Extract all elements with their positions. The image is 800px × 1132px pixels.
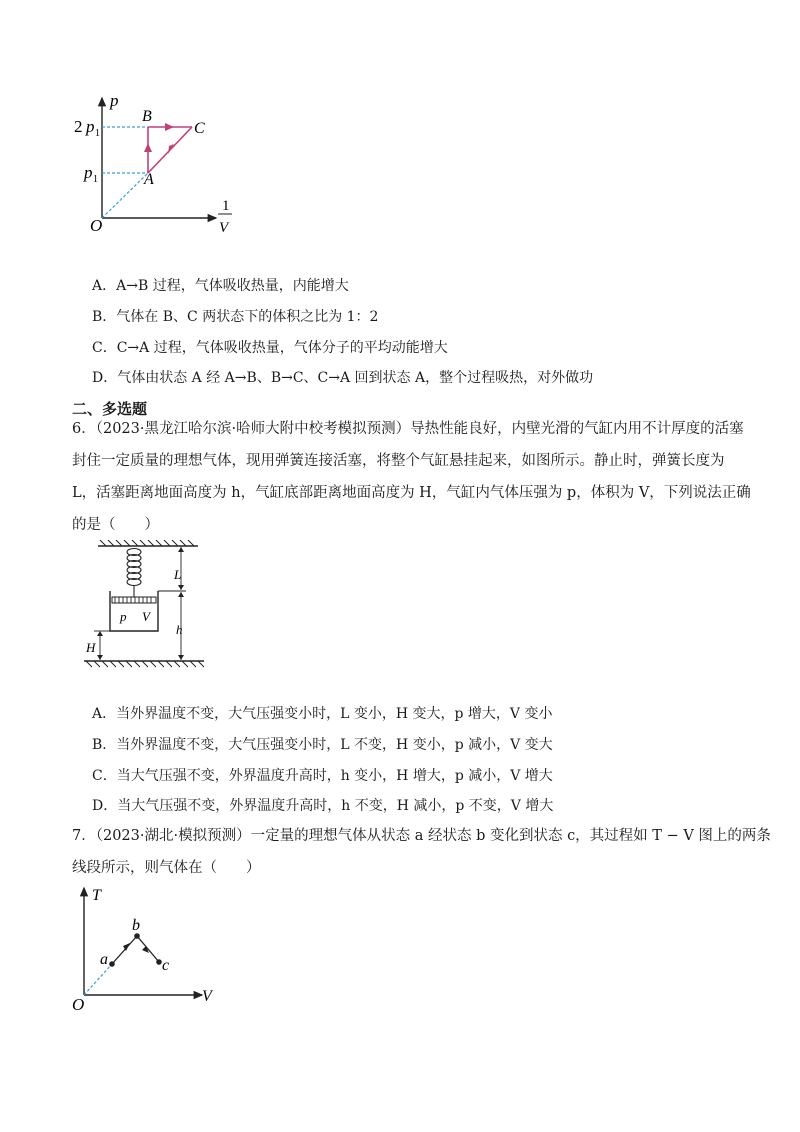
spring (127, 549, 141, 598)
cylinder-v-label: V (142, 609, 150, 624)
t-v-diagram (70, 880, 220, 1015)
q7-line1: 7．（2023·湖北·模拟预测）一定量的理想气体从状态 a 经状态 b 变化到状态 c，其过程如 T − V 图上的两条 (72, 828, 771, 844)
q6-line3: L，活塞距离地面高度为 h，气缸底部距离地面高度为 H，气缸内气体压强为 p，体积为 V，下列说法正确 (72, 485, 751, 501)
q6-option-d: D．当大气压强不变，外界温度升高时，h 不变，H 减小，p 不变，V 增大 (92, 798, 554, 814)
dim-h-label: h (176, 622, 183, 637)
q6-option-a: A．当外界温度不变，大气压强变小时，L 变小，H 变大，p 增大，V 变小 (92, 706, 553, 722)
axis-x-den: V (219, 220, 229, 236)
dim-L-label: L (174, 567, 182, 582)
q6-line4: 的是（ ） (72, 517, 159, 533)
q5-option-d: D．气体由状态 A 经 A→B、B→C、C→A 回到状态 A，整个过程吸热，对外做功 (92, 370, 594, 386)
tick-2p1-p: p (86, 117, 95, 136)
guide-origin-a (84, 964, 112, 995)
tick-p1-p: p (84, 163, 93, 182)
axis-x-num: 1 (222, 198, 230, 214)
point-c-label: C (194, 120, 205, 137)
q5-option-b: B．气体在 B、C 两状态下的体积之比为 1：2 (92, 309, 379, 325)
point-b (134, 933, 140, 939)
point-b-label: b (132, 917, 140, 934)
q7-line2: 线段所示，则气体在（ ） (72, 860, 261, 876)
q6-option-c: C．当大气压强不变，外界温度升高时，h 变小，H 增大，p 减小，V 增大 (92, 768, 553, 784)
point-b-label: B (142, 108, 152, 125)
segment-bc (137, 936, 159, 962)
q5-option-c: C．C→A 过程，气体吸收热量，气体分子的平均动能增大 (92, 340, 448, 356)
arrow-bc (165, 123, 174, 131)
axis-x-label: V (202, 988, 212, 1005)
tick-p1-sub: 1 (93, 174, 98, 185)
point-a (109, 961, 115, 967)
q6-option-b: B．当外界温度不变，大气压强变小时，L 不变，H 变小，p 减小，V 变大 (92, 737, 553, 753)
point-a-label: A (144, 171, 154, 188)
ceiling-hatch (100, 540, 194, 546)
p-invV-diagram (70, 90, 250, 240)
q6-line2: 封住一定质量的理想气体，现用弹簧连接活塞，将整个气缸悬挂起来，如图所示。静止时，弹簧长度为 (72, 453, 725, 469)
ground-hatch (86, 661, 204, 667)
q6-line1: 6．（2023·黑龙江哈尔滨·哈师大附中校考模拟预测）导热性能良好，内壁光滑的气缸内用不计厚度的活塞 (72, 421, 744, 437)
arrow-ab (144, 143, 152, 152)
axis-y-label: p (110, 91, 119, 110)
origin-label: O (90, 216, 103, 235)
guide-origin-a (102, 173, 148, 218)
dim-H-label: H (86, 640, 96, 655)
point-c-label: c (162, 957, 170, 974)
origin-label: O (72, 995, 85, 1014)
tick-2p1-coef: 2 (74, 117, 83, 136)
tick-2p1-sub: 1 (95, 128, 100, 139)
point-a-label: a (100, 951, 108, 968)
hanging-cylinder-diagram (80, 540, 220, 675)
point-c (156, 959, 162, 965)
arrow-ca (168, 144, 174, 154)
q5-option-a: A．A→B 过程，气体吸收热量，内能增大 (92, 278, 349, 294)
section-title: 二、多选题 (72, 400, 148, 418)
axis-y-label: T (92, 887, 101, 904)
cylinder-p-label: p (120, 609, 127, 624)
segment-ab (112, 936, 137, 964)
